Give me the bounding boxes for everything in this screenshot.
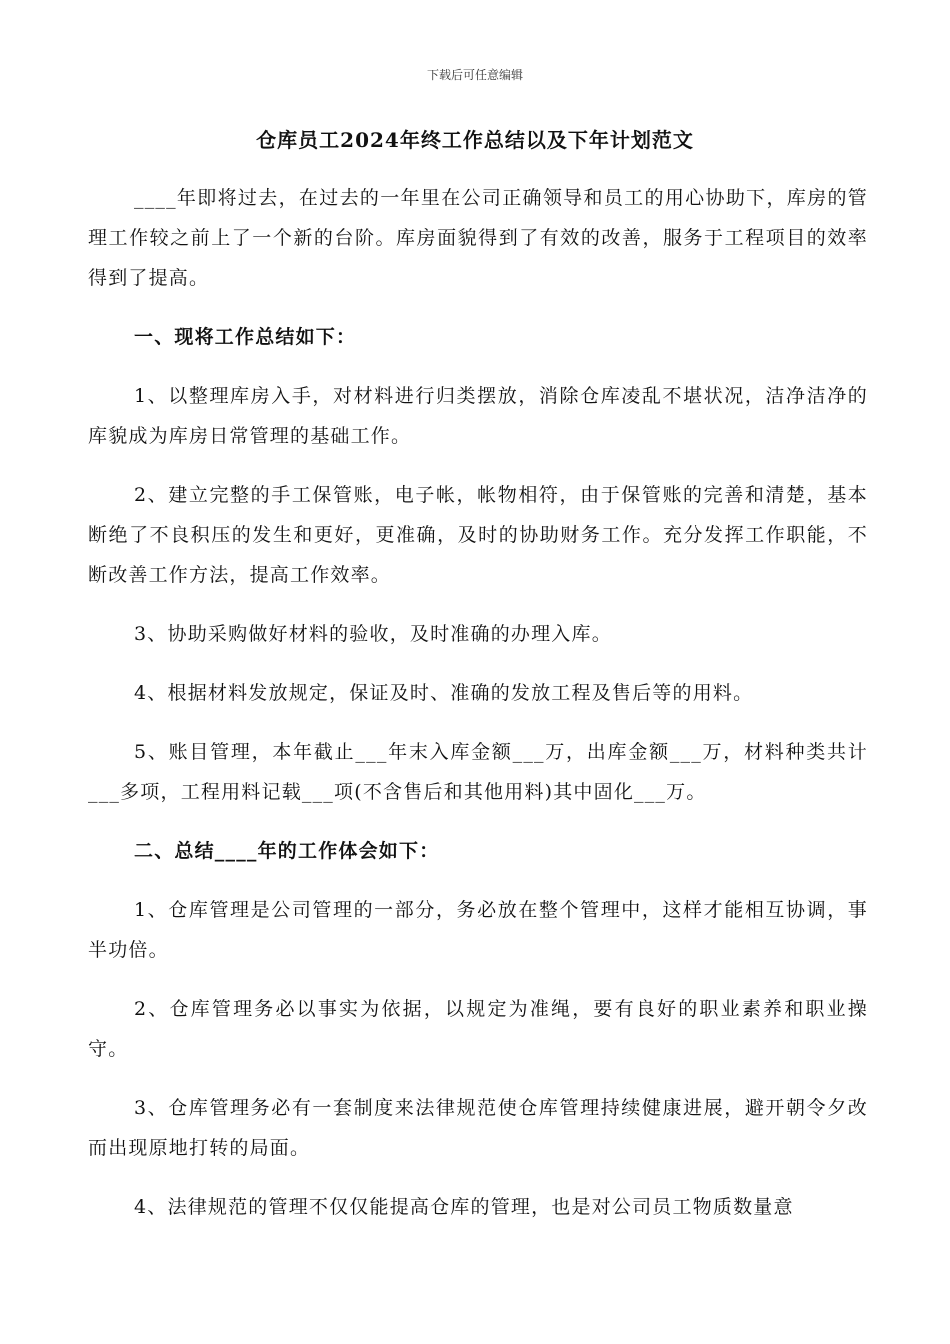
section-heading-experience: 二、总结____年的工作体会如下： (134, 840, 440, 862)
experience-item-2: 2、仓库管理务必以事实为依据，以规定为准绳，要有良好的职业素养和职业操守。 (88, 998, 868, 1060)
document-body (88, 178, 909, 1227)
summary-item-2: 2、建立完整的手工保管账，电子帐，帐物相符，由于保管账的完善和清楚，基本断绝了不良积压的发生和更好，更准确，及时的协助财务工作。充分发挥工作职能，不断改善工作方法，提高工作效率。 (88, 484, 868, 586)
experience-item-4: 4、法律规范的管理不仅仅能提高仓库的管理，也是对公司员工物质数量意 (134, 1196, 794, 1218)
document-title: 仓库员工2024年终工作总结以及下年计划范文 (256, 128, 694, 152)
intro-paragraph: ____年即将过去，在过去的一年里在公司正确领导和员工的用心协助下，库房的管理工作较之前上了一个新的台阶。库房面貌得到了有效的改善，服务于工程项目的效率得到了提高。 (88, 187, 868, 289)
summary-item-5: 5、账目管理，本年截止___年末入库金额___万，出库金额___万，材料种类共计___多项，工程用料记载___项(不含售后和其他用料)其中固化___万。 (88, 741, 868, 803)
experience-item-1: 1、仓库管理是公司管理的一部分，务必放在整个管理中，这样才能相互协调，事半功倍。 (88, 899, 868, 961)
summary-item-3: 3、协助采购做好材料的验收，及时准确的办理入库。 (134, 623, 612, 645)
section-heading-summary: 一、现将工作总结如下： (134, 326, 357, 348)
experience-item-3: 3、仓库管理务必有一套制度来法律规范使仓库管理持续健康进展，避开朝令夕改而出现原地打转的局面。 (88, 1097, 868, 1159)
header-note: 下载后可任意编辑 (426, 68, 523, 82)
summary-item-4: 4、根据材料发放规定，保证及时、准确的发放工程及售后等的用料。 (134, 682, 754, 704)
summary-item-1: 1、以整理库房入手，对材料进行归类摆放，消除仓库凌乱不堪状况，洁净洁净的 库貌成为库房日常管理的基础工作。 (88, 385, 909, 447)
